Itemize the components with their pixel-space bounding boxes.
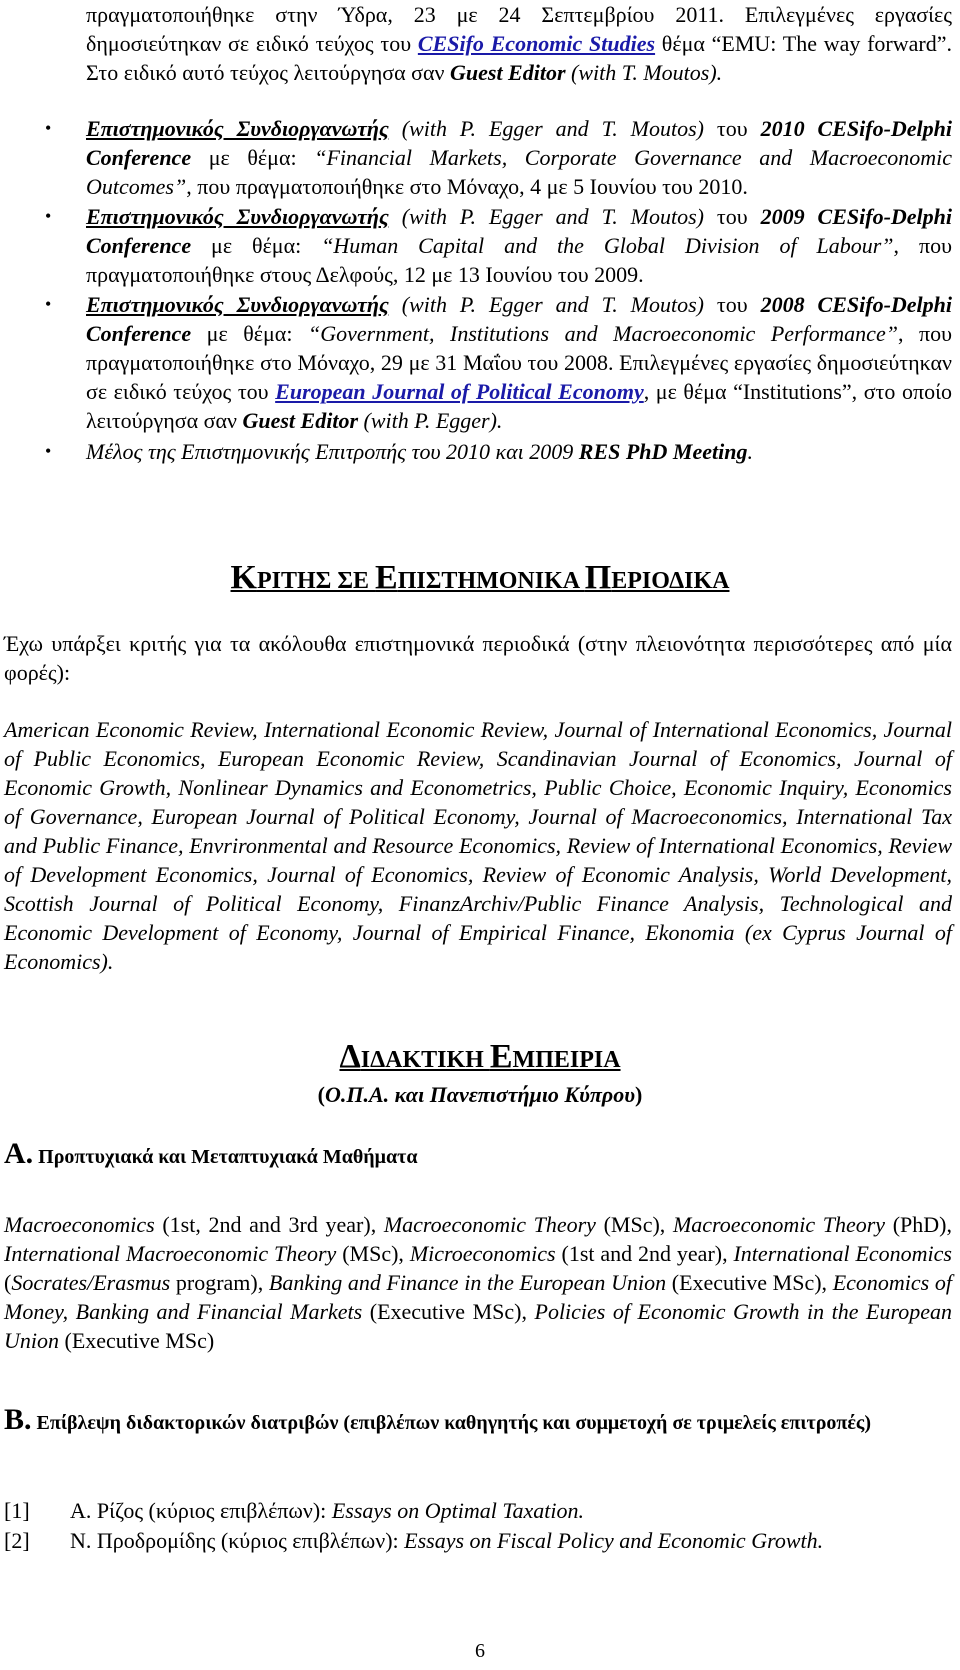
student-name: N. Προδρομίδης (κύριος επιβλέπων):: [70, 1528, 405, 1553]
bullet-pre: του: [716, 204, 761, 229]
thesis-title: Essays on Fiscal Policy and Economic Growth.: [404, 1528, 824, 1553]
section-title: Προπτυχιακά και Μεταπτυχιακά Μαθήματα: [33, 1146, 418, 1168]
bullet-item-res: [45, 437, 952, 466]
ref-number: [2]: [4, 1528, 30, 1553]
bullet-mid: με θέμα:: [191, 233, 322, 258]
course-level: (Executive MSc),: [666, 1270, 833, 1295]
supervision-item: [4, 1526, 952, 1556]
course-name: International Macroeconomic Theory: [4, 1241, 337, 1266]
bullet-with: (with P. Egger and T. Moutos): [388, 204, 717, 229]
bullet-icon: •: [45, 441, 52, 461]
bullet-with: (with P. Egger and T. Moutos): [388, 292, 717, 317]
course-level: (: [4, 1270, 12, 1295]
course-name: Economics of Money, Banking and Financial Markets: [4, 1270, 952, 1324]
bullet-title: Επιστημονικός Συνδιοργανωτής: [86, 204, 389, 229]
paren-close: ): [635, 1082, 643, 1107]
heading-rest: ΕΡΙΟΔΙΚΑ: [611, 568, 730, 594]
journals-list: American Economic Review, International Economic Review, Journal of International Economics, Journal of Public Economics, European Economic Review, Scandinavian Journal of Economics, Journal of Economic Growth, Nonlinear Dynamics and Econometrics, Public Choice, Economic Inquiry, Economics of Governance, European Journal of Political Economy, Journal of Macroeconomics, International Tax and Public Finance, Envrironmental and Resource Economics, Review of International Economics, Review of Development Economics, Journal of Economics, Review of Economic Analysis, World Development, Scottish Journal of Political Economy, FinanzArchiv/Public Finance Analysis, Technological and Economic Development of Economy, Journal of Empirical Finance, Ekonomia (ex Cyprus Journal of Economics).: [4, 717, 952, 974]
bullet-post-2: , με θέμα “Institutions”, στο οποίο λειτούργησα σαν: [86, 379, 952, 433]
bullet-item-2010: [45, 114, 953, 201]
bullet-icon: •: [45, 118, 52, 138]
page-number: 6: [475, 1640, 485, 1662]
heading-rest: ΙΔΑΚΤΙΚΗ: [360, 1047, 490, 1073]
intro-paragraph: [86, 0, 952, 87]
bullet-icon: •: [45, 206, 52, 226]
bullet-post: , που πραγματοποιήθηκε στο Μόναχο, 29 με 31 Μαΐου του 2008. Επιλεγμένες εργασίες δημοσιεύτηκαν σε ειδικό τεύχος του: [86, 321, 953, 404]
bullet-mid: με θέμα:: [191, 145, 315, 170]
guest-editor-role: Guest Editor: [450, 60, 566, 85]
student-name: A. Ρίζος (κύριος επιβλέπων):: [70, 1498, 332, 1523]
conference-name: 2010 CESifo-Delphi Conference: [86, 116, 953, 170]
heading-rest: ΜΠΕΙΡΙΑ: [512, 1047, 621, 1073]
course-level: (PhD),: [885, 1212, 952, 1237]
conference-topic: “Human Capital and the Global Division of Labour”: [321, 233, 894, 258]
bullet-item-2008: [45, 290, 953, 435]
teaching-section-heading: [0, 1038, 960, 1076]
conference-topic: “Government, Institutions and Macroeconomic Performance”: [308, 321, 898, 346]
bullet-title: Επιστημονικός Συνδιοργανωτής: [86, 116, 389, 141]
heading-cap: Ε: [489, 1038, 513, 1075]
organizer-bullet-list: [45, 114, 953, 466]
course-name: Macroeconomic Theory: [383, 1212, 596, 1237]
bullet-mid: με θέμα:: [191, 321, 309, 346]
teaching-subheading: [0, 1080, 960, 1109]
res-meeting-name: RES PhD Meeting: [578, 439, 748, 464]
course-name: Macroeconomics: [4, 1212, 155, 1237]
supervision-item: [4, 1496, 952, 1526]
conference-name: 2009 CESifo-Delphi Conference: [86, 204, 953, 258]
heading-cap: Ε: [375, 559, 398, 596]
section-a-heading: [4, 1137, 952, 1171]
course-name: Macroeconomic Theory: [672, 1212, 886, 1237]
section-b-heading: [4, 1403, 952, 1440]
course-name: Microeconomics: [409, 1241, 556, 1266]
bullet-post: , που πραγματοποιήθηκε στους Δελφούς, 12 με 13 Ιουνίου του 2009.: [86, 233, 952, 287]
intro-tail: (with T. Moutos).: [565, 60, 723, 85]
committee-end: .: [747, 439, 753, 464]
course-level: (Executive MSc): [59, 1328, 215, 1353]
bullet-icon: •: [45, 294, 52, 314]
heading-cap: Δ: [339, 1038, 361, 1075]
course-level: program),: [170, 1270, 269, 1295]
committee-text: Μέλος της Επιστημονικής Επιτροπής του 2010 και 2009: [86, 439, 579, 464]
intro-text: πραγματοποιήθηκε στην Ύδρα, 23 με 24 Σεπτεμβρίου 2011. Επιλεγμένες εργασίες δημοσιεύτηκαν σε ειδικό τεύχος του: [86, 2, 952, 56]
course-level: (MSc),: [595, 1212, 673, 1237]
heading-rest: ΠΙΣΤΗΜΟΝΙΚΑ: [397, 568, 585, 594]
bullet-item-2009: [45, 202, 953, 289]
heading-cap: Κ: [230, 559, 257, 596]
bullet-pre: του: [716, 116, 761, 141]
course-level: (1st and 2nd year),: [555, 1241, 734, 1266]
paren-open: (: [317, 1082, 325, 1107]
course-name: Banking and Finance in the European Union: [268, 1270, 667, 1295]
section-letter: A.: [4, 1137, 34, 1170]
heading-rest: ΡΙΤΗΣ ΣΕ: [256, 568, 376, 594]
bullet-with: (with P. Egger and T. Moutos): [388, 116, 717, 141]
courses-paragraph: [4, 1210, 952, 1355]
ref-number: [1]: [4, 1498, 30, 1523]
course-name: Socrates/Erasmus: [11, 1270, 171, 1295]
intro-text-2: θέμα “EMU: The way forward”. Στο ειδικό αυτό τεύχος λειτούργησα σαν: [86, 31, 952, 85]
guest-editor-role: Guest Editor: [242, 408, 359, 433]
course-name: International Economics: [733, 1241, 952, 1266]
bullet-title: Επιστημονικός Συνδιοργανωτής: [86, 292, 389, 317]
course-name: Policies of Economic Growth in the European Union: [4, 1299, 952, 1353]
section-title: Επίβλεψη διδακτορικών διατριβών (επιβλέπων καθηγητής και συμμετοχή σε τριμελείς επιτροπές): [31, 1412, 872, 1434]
supervision-list: [4, 1496, 952, 1556]
reviewer-intro: Έχω υπάρξει κριτής για τα ακόλουθα επιστημονικά περιοδικά (στην πλειονότητα περισσότερες από μία φορές):: [4, 631, 952, 685]
bullet-post: , που πραγματοποιήθηκε στο Μόναχο, 4 με 5 Ιουνίου του 2010.: [186, 174, 748, 199]
institutions-label: Ο.Π.Α. και Πανεπιστήμιο Κύπρου: [325, 1082, 635, 1107]
conference-topic: “Financial Markets, Corporate Governance and Macroeconomic Outcomes”: [86, 145, 952, 199]
role-tail: (with P. Egger).: [358, 408, 503, 433]
course-level: (MSc),: [336, 1241, 410, 1266]
thesis-title: Essays on Optimal Taxation.: [331, 1498, 585, 1523]
heading-cap: Π: [584, 559, 612, 596]
course-level: (1st, 2nd and 3rd year),: [154, 1212, 384, 1237]
reviewer-section-heading: [0, 559, 960, 597]
european-journal-political-economy-link[interactable]: European Journal of Political Economy: [275, 379, 644, 404]
conference-name: 2008 CESifo-Delphi Conference: [86, 292, 953, 346]
course-level: (Executive MSc),: [362, 1299, 535, 1324]
cesifo-economic-studies-link[interactable]: CESifo Economic Studies: [417, 31, 656, 56]
section-letter: B.: [4, 1403, 32, 1436]
bullet-pre: του: [716, 292, 761, 317]
